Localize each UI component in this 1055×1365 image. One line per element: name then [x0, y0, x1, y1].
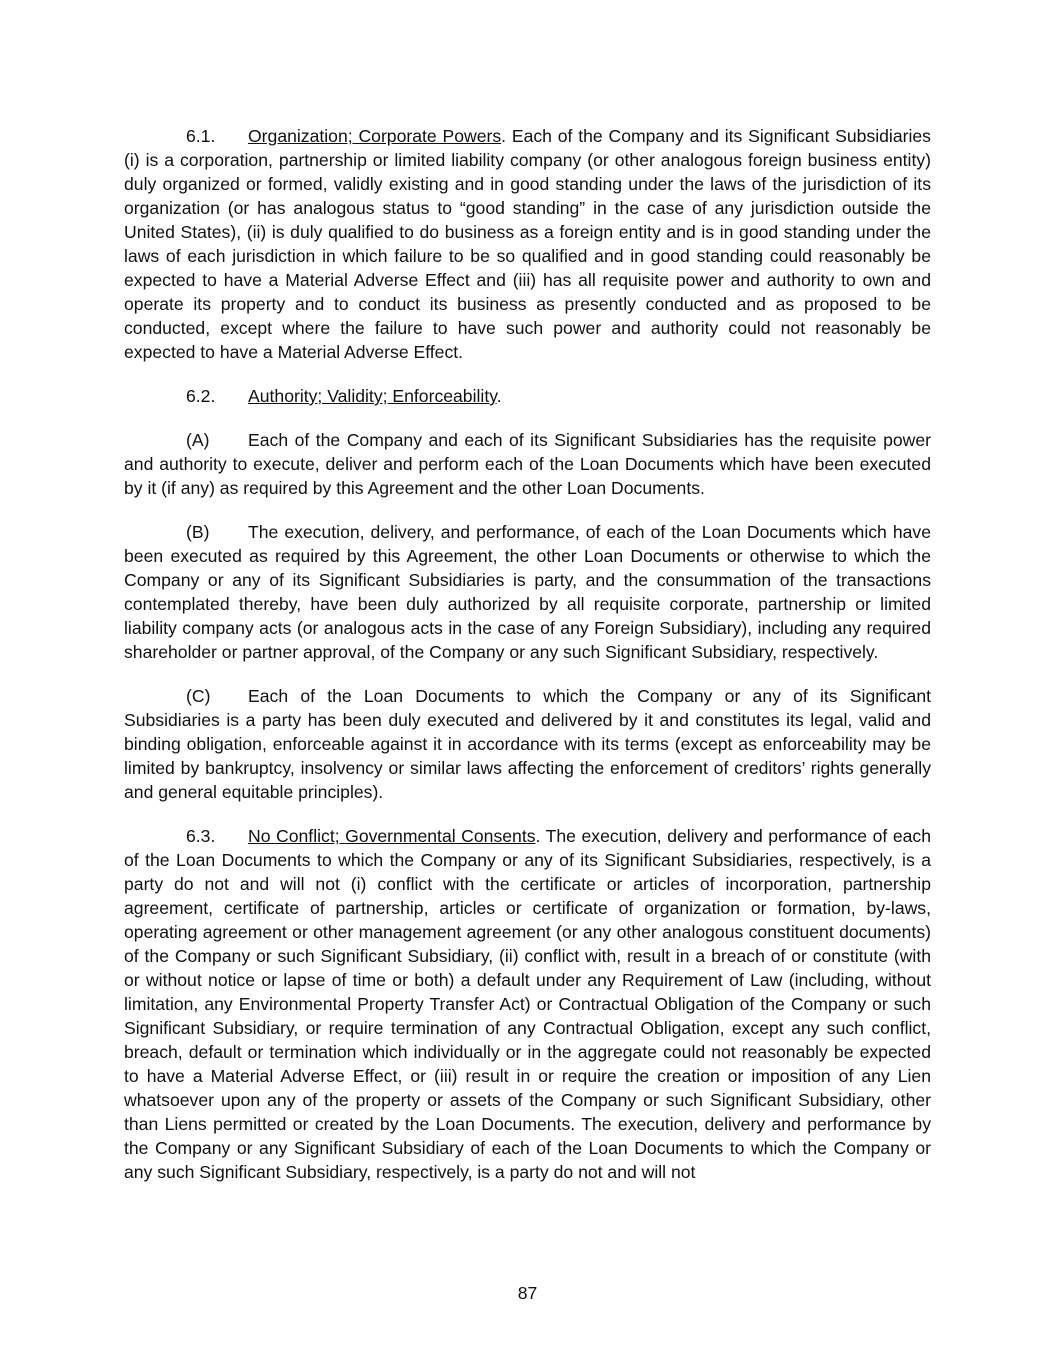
section-body: The execution, delivery and performance of each of the Loan Documents to which the Company or any of its Significant Subsidiaries, respectively, is a party do not and will not (i) conflict with the certificate or articles of incorporation, partnership agreement, certificate of partnership, articles or certificate of organization or formation, by-laws, operating agreement or other management agreement (or any other analogous constituent documents) of the Company or such Significant Subsidiary, (ii) conflict with, result in a breach of or constitute (with or without notice or lapse of time or both) a default under any Requirement of Law (including, without limitation, any Environmental Property Transfer Act) or Contractual Obligation of the Company or such Significant Subsidiary, or require termination of any Contractual Obligation, except any such conflict, breach, default or termination which individually or in the aggregate could not reasonably be expected to have a Material Adverse Effect, or (iii) result in or require the creation or imposition of any Lien whatsoever upon any of the property or assets of the Company or such Significant Subsidiary, other than Liens permitted or created by the Loan Documents. The execution, delivery and performance by the Company or any Significant Subsidiary of each of the Loan Documents to which the Company or any such Significant Subsidiary, respectively, is a party do not and will not — [124, 826, 931, 1182]
section-6-2 — [124, 384, 931, 408]
subsection-body: Each of the Loan Documents to which the Company or any of its Significant Subsidiaries is a party has been duly executed and delivered by it and constitutes its legal, valid and binding obligation, enforceable against it in accordance with its terms (except as enforceability may be limited by bankruptcy, insolvency or similar laws affecting the enforcement of creditors’ rights generally and general equitable principles). — [124, 686, 931, 802]
section-heading: Organization; Corporate Powers — [248, 126, 502, 146]
subsection-6-2-a — [124, 428, 931, 500]
section-number: 6.1. — [186, 126, 216, 146]
subsection-number: (B) — [186, 522, 210, 542]
subsection-body: Each of the Company and each of its Significant Subsidiaries has the requisite power and authority to execute, deliver and perform each of the Loan Documents which have been executed by it (if any) as required by this Agreement and the other Loan Documents. — [124, 430, 931, 498]
document-page — [124, 124, 931, 1204]
page-number: 87 — [517, 1283, 538, 1303]
subsection-6-2-c — [124, 684, 931, 804]
section-heading: No Conflict; Governmental Consents — [248, 826, 536, 846]
section-number: 6.3. — [186, 826, 216, 846]
heading-punctuation: . — [535, 826, 541, 846]
section-6-1 — [124, 124, 931, 364]
section-number: 6.2. — [186, 386, 216, 406]
subsection-number: (C) — [186, 686, 211, 706]
section-body: Each of the Company and its Significant Subsidiaries (i) is a corporation, partnership or limited liability company (or other analogous foreign business entity) duly organized or formed, validly existing and in good standing under the laws of the jurisdiction of its organization (or has analogous status to “good standing” in the case of any jurisdiction outside the United States), (ii) is duly qualified to do business as a foreign entity and is in good standing under the laws of each jurisdiction in which failure to be so qualified and in good standing could reasonably be expected to have a Material Adverse Effect and (iii) has all requisite power and authority to own and operate its property and to conduct its business as presently conducted and as proposed to be conducted, except where the failure to have such power and authority could not reasonably be expected to have a Material Adverse Effect. — [124, 126, 931, 362]
subsection-number: (A) — [186, 430, 210, 450]
subsection-6-2-b — [124, 520, 931, 664]
subsection-body: The execution, delivery, and performance, of each of the Loan Documents which have been executed as required by this Agreement, the other Loan Documents or otherwise to which the Company or any of its Significant Subsidiaries is party, and the consummation of the transactions contemplated thereby, have been duly authorized by all requisite corporate, partnership or limited liability company acts (or analogous acts in the case of any Foreign Subsidiary), including any required shareholder or partner approval, of the Company or any such Significant Subsidiary, respectively. — [124, 522, 931, 662]
heading-punctuation: . — [496, 386, 502, 406]
section-6-3 — [124, 824, 931, 1184]
heading-punctuation: . — [501, 126, 507, 146]
section-heading: Authority; Validity; Enforceability — [248, 386, 497, 406]
